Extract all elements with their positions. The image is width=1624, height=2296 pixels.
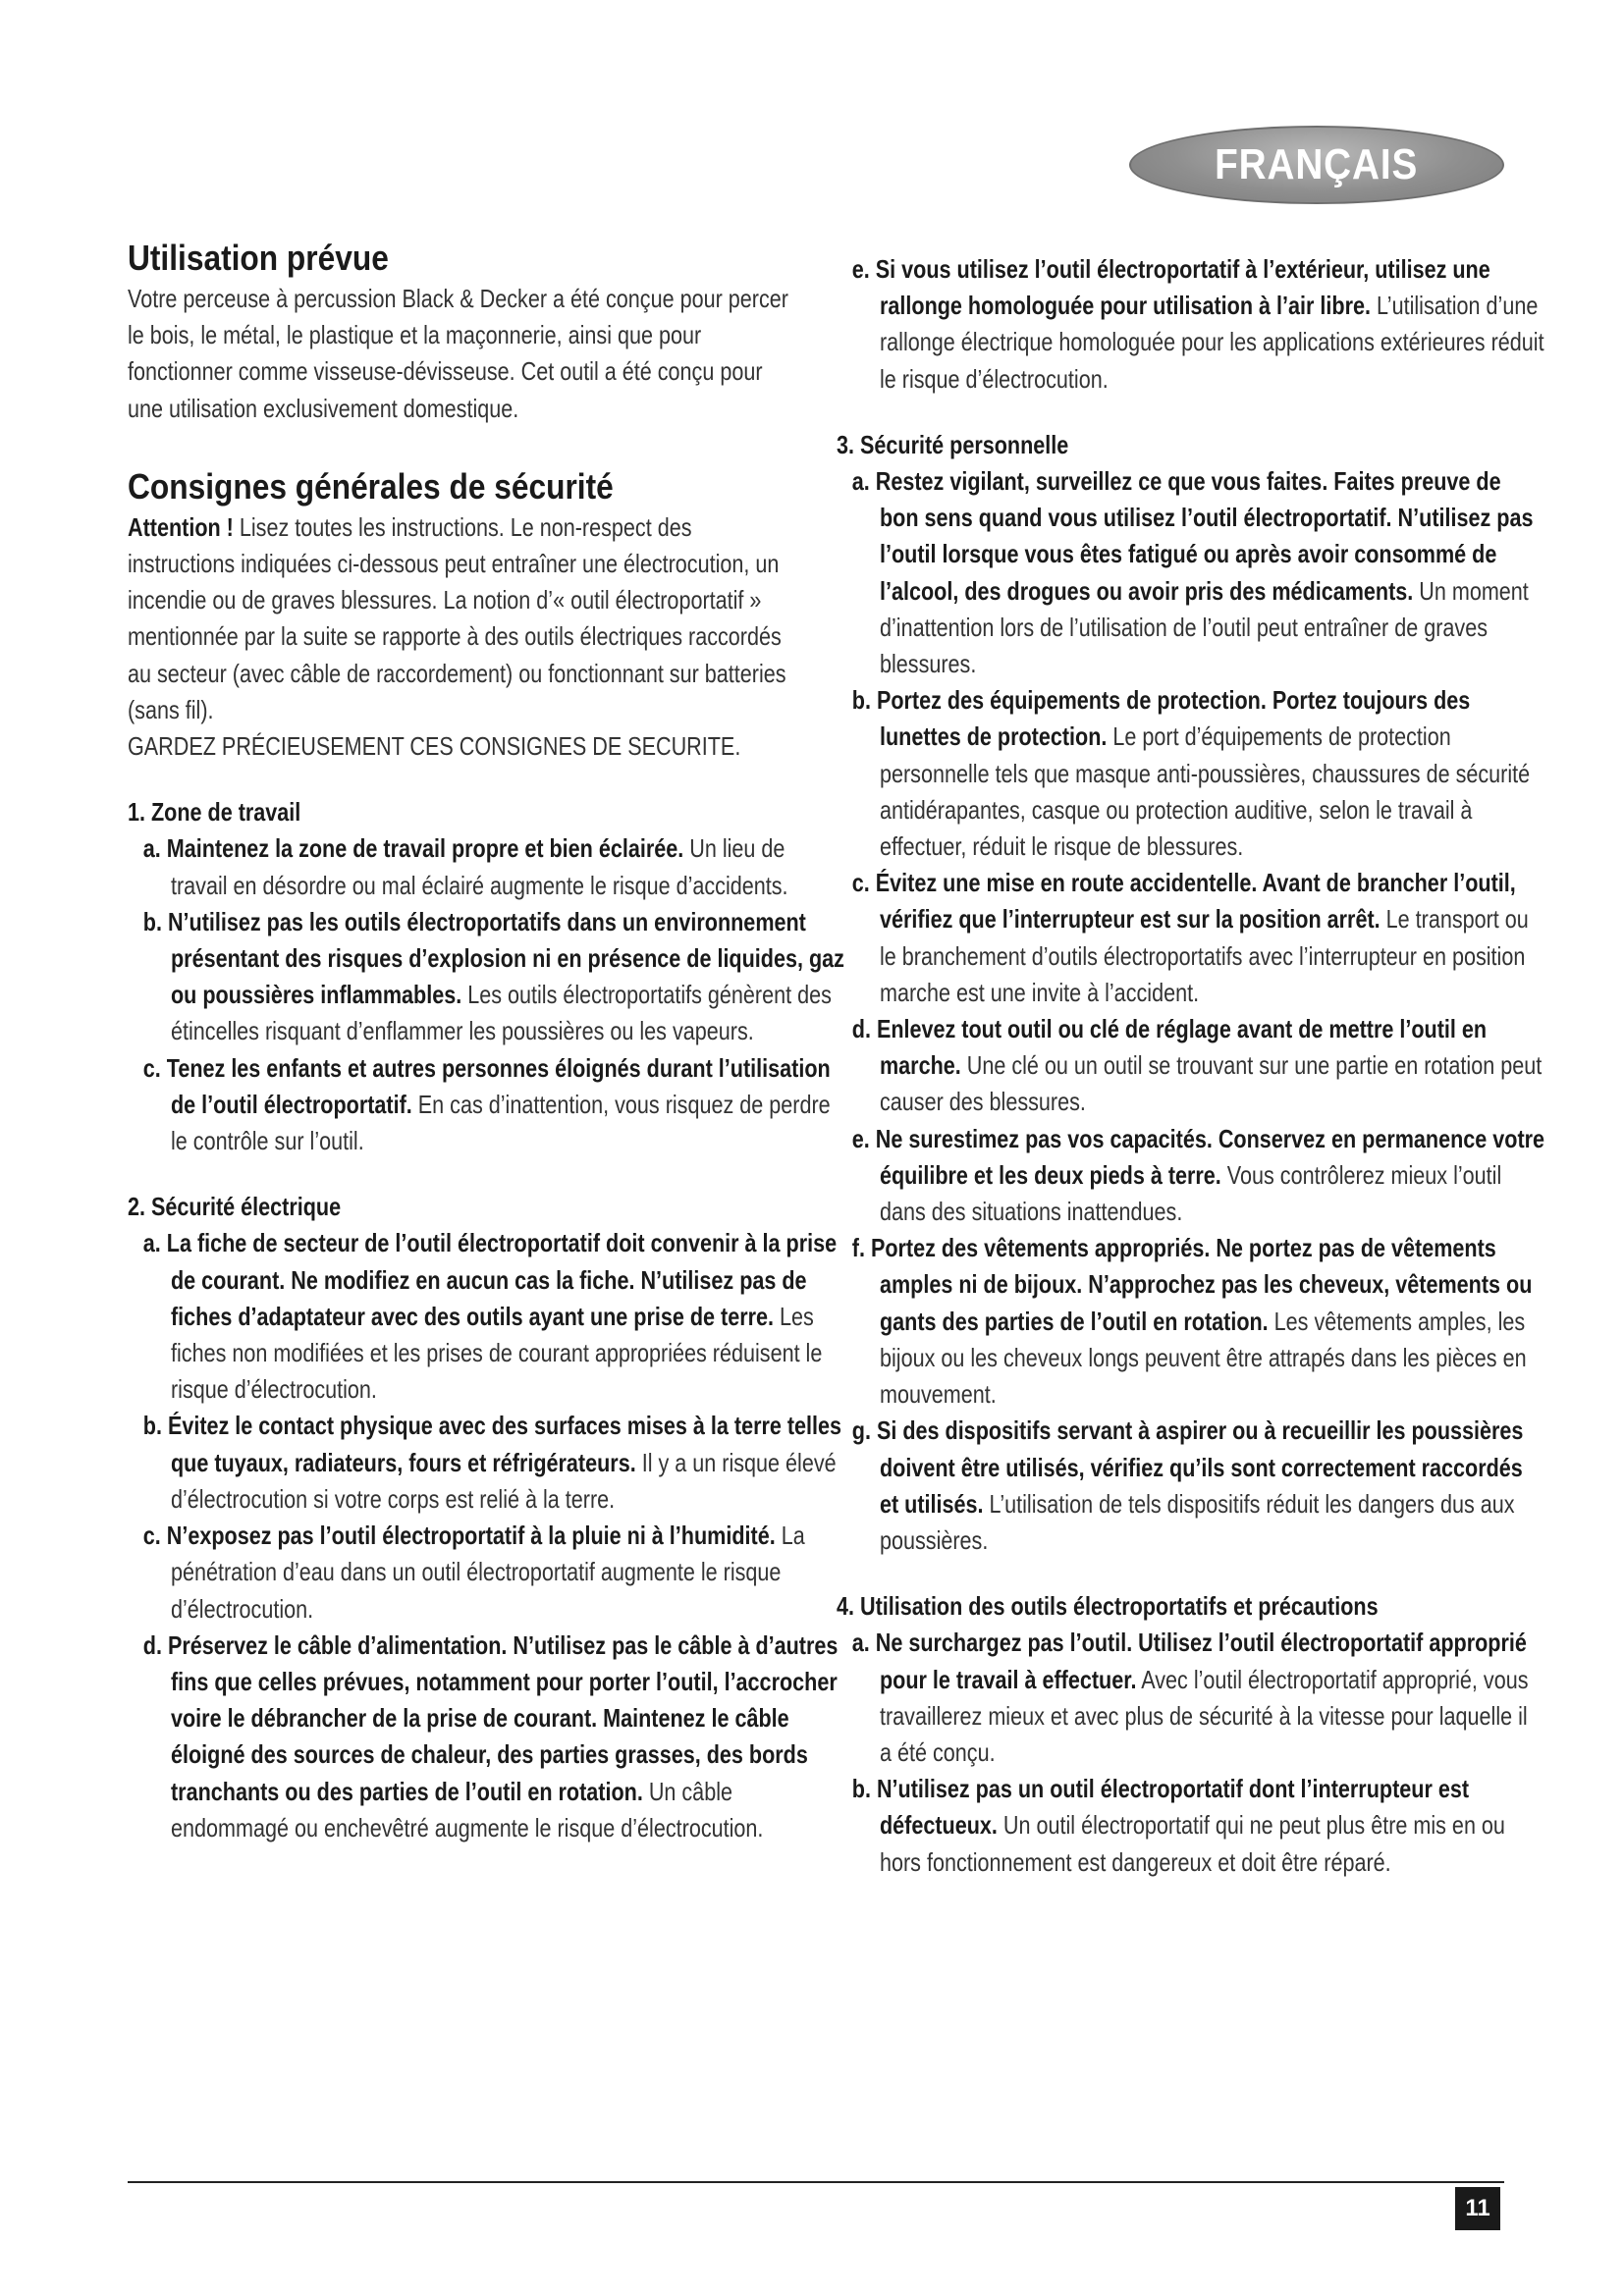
general-safety-warning bbox=[128, 509, 802, 728]
attention-label: Attention ! bbox=[128, 511, 234, 542]
intended-use-title: Utilisation prévue bbox=[128, 238, 389, 278]
electrical-item-e: e. Si vous utilisez l’outil électroportatif à l’extérieur, utilisez une rallonge homologuée pour utilisation à l’air libre. L’utilisation d’une rallonge électrique homologuée pour les applications extérieures réduit le risque d’électrocution. bbox=[851, 254, 1544, 394]
general-safety-title: Consignes générales de sécurité bbox=[128, 465, 614, 507]
tool-use-title: 4. Utilisation des outils électroportatifs et précautions bbox=[837, 1591, 1379, 1622]
personal-item-a: a. Restez vigilant, surveillez ce que vous faites. Faites preuve de bon sens quand vous utilisez l’outil électroportatif. N’utilisez pas l’outil lorsque vous êtes fatigué ou après avoir consommé de l’alcool, des drogues ou avoir pris des médicaments. Un moment d’inattention lors de l’utilisation de l’outil peut entraîner de graves blessures. bbox=[851, 466, 1534, 679]
left-column bbox=[128, 236, 844, 1846]
personal-item-g: g. Si des dispositifs servant à aspirer ou à recueillir les poussières doivent être utilisés, vérifiez qu’ils sont correctement raccordés et utilisés. L’utilisation de tels dispositifs réduit les dangers dus aux poussières. bbox=[851, 1415, 1524, 1555]
personal-item-d: d. Enlevez tout outil ou clé de réglage avant de mettre l’outil en marche. Une clé ou un outil se trouvant sur une partie en rotation peut causer des blessures. bbox=[851, 1014, 1543, 1117]
personal-item-c: c. Évitez une mise en route accidentelle. Avant de brancher l’outil, vérifiez que l’interrupteur est sur la position arrêt. Le transport ou le branchement d’outils électroportatifs avec l’interrupteur en position marche est une invite à l’accident. bbox=[851, 868, 1529, 1007]
personal-item-f: f. Portez des vêtements appropriés. Ne portez pas de vêtements amples ni de bijoux. N’approchez pas les cheveux, vêtements ou gants des parties de l’outil en rotation. Les vêtements amples, les bijoux ou les cheveux longs peuvent être attrapés dans les pièces en mouvement. bbox=[851, 1233, 1533, 1410]
tool-use-item-b: b. N’utilisez pas un outil électroportatif dont l’interrupteur est défectueux. Un outil électroportatif qui ne peut plus être mis en ou hors fonctionnement est dangereux et doit être réparé. bbox=[851, 1774, 1505, 1877]
electrical-item-d: d. Préservez le câble d’alimentation. N’utilisez pas le câble à d’autres fins que celles prévues, notamment pour porter l’outil, l’accrocher voire le débrancher de la prise de courant. Maintenez le câble éloigné des sources de chaleur, des parties grasses, des bords tranchants ou des parties de l’outil en rotation. Un câble endommagé ou enchevêtré augmente le risque d’électrocution. bbox=[142, 1629, 839, 1842]
work-area-title: 1. Zone de travail bbox=[128, 797, 301, 828]
attention-text: Lisez toutes les instructions. Le non-respect des instructions indiquées ci-dessous peut entraîner une électrocution, un incendie ou de graves blessures. La notion d’« outil électroportatif » mentionnée par la suite se rapporte à des outils électriques raccordés au secteur (avec câble de raccordement) ou fonctionnant sur batteries (sans fil). bbox=[128, 511, 786, 724]
page-number: 11 bbox=[1455, 2187, 1500, 2230]
electrical-item-b: b. Évitez le contact physique avec des surfaces mises à la terre telles que tuyaux, radiateurs, fours et réfrigérateurs. Il y a un risque élevé d’électrocution si votre corps est relié à la terre. bbox=[142, 1411, 842, 1514]
work-area-item-a: a. Maintenez la zone de travail propre et bien éclairée. Un lieu de travail en désordre ou mal éclairé augmente le risque d’accidents. bbox=[142, 833, 788, 900]
electrical-item-a: a. La fiche de secteur de l’outil électroportatif doit convenir à la prise de courant. Ne modifiez en aucun cas la fiche. N’utilisez pas de fiches d’adaptateur avec des outils ayant une prise de terre. Les fiches non modifiées et les prises de courant appropriées réduisent le risque d’électrocution. bbox=[142, 1228, 838, 1405]
tool-use-item-a: a. Ne surchargez pas l’outil. Utilisez l’outil électroportatif approprié pour le travail à effectuer. Avec l’outil électroportatif approprié, vous travaillerez mieux et avec plus de sécurité à la vitesse pour laquelle il a été conçu. bbox=[851, 1628, 1529, 1767]
personal-item-b: b. Portez des équipements de protection. Portez toujours des lunettes de protection. Le port d’équipements de protection personnelle tels que masque anti-poussières, chaussures de sécurité antidérapantes, casque ou protection auditive, selon le travail à effectuer, réduit le risque de blessures. bbox=[851, 685, 1531, 862]
right-column bbox=[837, 236, 1545, 1881]
personal-item-e: e. Ne surestimez pas vos capacités. Conservez en permanence votre équilibre et les deux pieds à terre. Vous contrôlerez mieux l’outil dans des situations inattendues. bbox=[851, 1123, 1545, 1227]
personal-safety-title: 3. Sécurité personnelle bbox=[837, 429, 1069, 459]
work-area-item-b: b. N’utilisez pas les outils électroportatifs dans un environnement présentant des risques d’explosion ni en présence de liquides, gaz ou poussières inflammables. Les outils électroportatifs génèrent des étincelles risquant d’enflammer les poussières ou les vapeurs. bbox=[142, 906, 844, 1046]
intended-use-text: Votre perceuse à percussion Black & Decker a été conçue pour percer le bois, le métal, le plastique et la maçonnerie, ainsi que pour fonctionner comme visseuse-dévisseuse. Cet outil a été conçu pour une utilisation exclusivement domestique. bbox=[128, 284, 788, 423]
language-label: FRANÇAIS bbox=[1215, 140, 1419, 188]
language-badge bbox=[1129, 126, 1504, 204]
electrical-item-c: c. N’exposez pas l’outil électroportatif à la pluie ni à l’humidité. La pénétration d’eau dans un outil électroportatif augmente le risque d’électrocution. bbox=[142, 1521, 805, 1624]
keep-instructions-text: GARDEZ PRÉCIEUSEMENT CES CONSIGNES DE SECURITE. bbox=[128, 731, 741, 762]
electrical-safety-title: 2. Sécurité électrique bbox=[128, 1192, 342, 1222]
footer-rule bbox=[128, 2181, 1504, 2183]
work-area-item-c: c. Tenez les enfants et autres personnes éloignés durant l’utilisation de l’outil électroportatif. En cas d’inattention, vous risquez de perdre le contrôle sur l’outil. bbox=[142, 1052, 831, 1156]
